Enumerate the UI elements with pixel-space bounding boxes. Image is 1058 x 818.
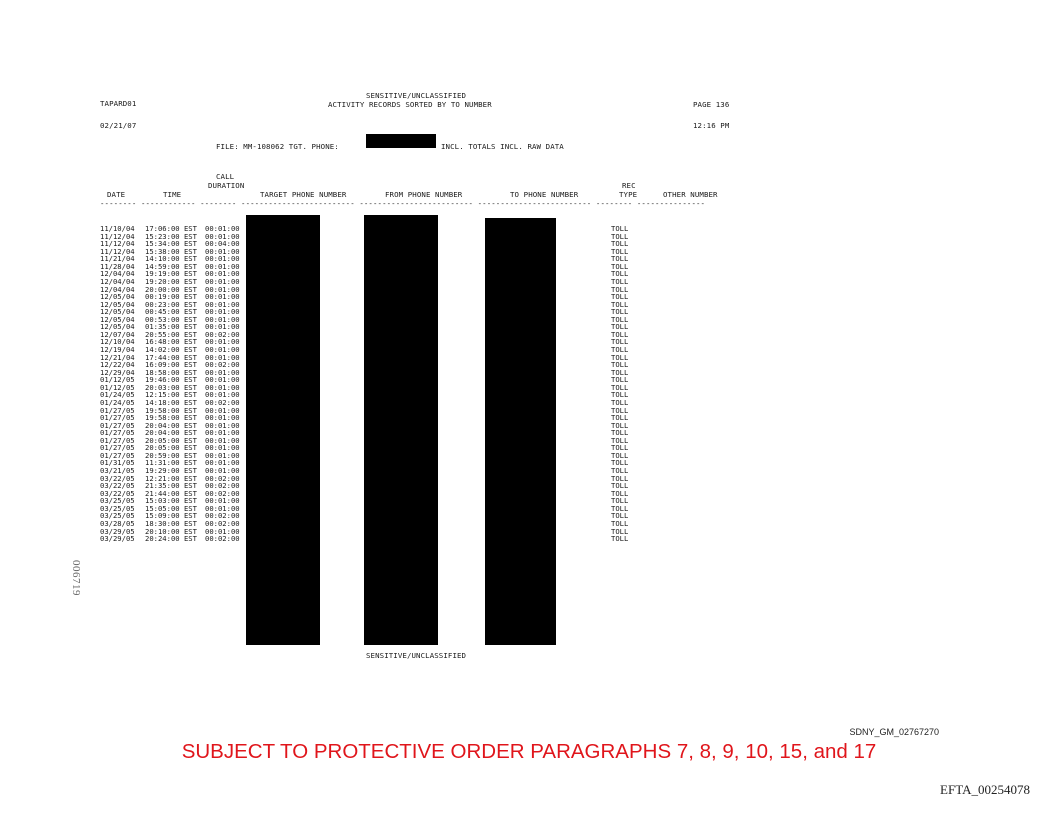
row-time: 15:03:00 EST bbox=[145, 496, 197, 506]
row-time: 19:20:00 EST bbox=[145, 276, 197, 286]
bates-number: SDNY_GM_02767270 bbox=[849, 727, 939, 737]
row-rec-type: TOLL bbox=[611, 292, 629, 302]
row-date: 03/28/05 bbox=[100, 518, 135, 528]
row-duration: 00:01:00 bbox=[205, 458, 240, 468]
row-time: 20:00:00 EST bbox=[145, 284, 197, 294]
row-duration: 00:01:00 bbox=[205, 375, 240, 385]
row-time: 01:35:00 EST bbox=[145, 322, 197, 332]
row-duration: 00:01:00 bbox=[205, 420, 240, 430]
col-type: TYPE bbox=[619, 190, 638, 199]
row-time: 14:10:00 EST bbox=[145, 254, 197, 264]
row-date: 01/27/05 bbox=[100, 428, 135, 438]
row-time: 14:02:00 EST bbox=[145, 345, 197, 354]
row-rec-type: TOLL bbox=[611, 496, 629, 506]
row-time: 20:24:00 EST bbox=[145, 534, 197, 544]
row-date: 12/05/04 bbox=[100, 314, 135, 324]
file-label: FILE: MM-108062 TGT. PHONE: bbox=[216, 142, 339, 151]
row-duration: 00:02:00 bbox=[205, 360, 240, 370]
row-date: 01/27/05 bbox=[100, 405, 135, 415]
row-date: 03/29/05 bbox=[100, 534, 135, 544]
row-rec-type: TOLL bbox=[611, 488, 629, 498]
row-time: 20:55:00 EST bbox=[145, 329, 197, 339]
col-other: OTHER NUMBER bbox=[663, 190, 718, 199]
row-duration: 00:01:00 bbox=[205, 405, 240, 415]
row-time: 14:59:00 EST bbox=[145, 261, 197, 271]
row-duration: 00:04:00 bbox=[205, 239, 240, 249]
row-duration: 00:01:00 bbox=[205, 254, 240, 264]
row-date: 01/27/05 bbox=[100, 443, 135, 453]
target-phone-redaction bbox=[366, 134, 436, 148]
footer-classification: SENSITIVE/UNCLASSIFIED bbox=[366, 651, 467, 660]
row-rec-type: TOLL bbox=[611, 360, 629, 370]
row-time: 19:46:00 EST bbox=[145, 375, 197, 385]
row-rec-type: TOLL bbox=[611, 337, 629, 347]
row-rec-type: TOLL bbox=[611, 239, 629, 249]
row-rec-type: TOLL bbox=[611, 367, 629, 377]
row-duration: 00:01:00 bbox=[205, 269, 240, 279]
row-rec-type: TOLL bbox=[611, 284, 629, 294]
row-rec-type: TOLL bbox=[611, 246, 629, 256]
row-rec-type: TOLL bbox=[611, 269, 629, 279]
row-date: 01/27/05 bbox=[100, 435, 135, 445]
row-time: 17:06:00 EST bbox=[145, 224, 197, 233]
row-rec-type: TOLL bbox=[611, 352, 629, 362]
row-time: 00:23:00 EST bbox=[145, 299, 197, 309]
row-duration: 00:01:00 bbox=[205, 314, 240, 324]
row-time: 18:30:00 EST bbox=[145, 518, 197, 528]
row-duration: 00:01:00 bbox=[205, 352, 240, 362]
row-duration: 00:01:00 bbox=[205, 231, 240, 241]
row-date: 03/22/05 bbox=[100, 473, 135, 483]
col-call: CALL bbox=[216, 172, 235, 181]
col-date: DATE bbox=[107, 190, 126, 199]
row-time: 20:05:00 EST bbox=[145, 435, 197, 445]
row-date: 12/21/04 bbox=[100, 352, 135, 362]
row-date: 01/24/05 bbox=[100, 397, 135, 407]
row-date: 12/05/04 bbox=[100, 292, 135, 302]
row-duration: 00:01:00 bbox=[205, 307, 240, 317]
row-rec-type: TOLL bbox=[611, 413, 629, 423]
row-date: 12/04/04 bbox=[100, 269, 135, 279]
row-duration: 00:01:00 bbox=[205, 322, 240, 332]
row-duration: 00:01:00 bbox=[205, 367, 240, 377]
row-duration: 00:01:00 bbox=[205, 299, 240, 309]
row-date: 01/27/05 bbox=[100, 450, 135, 460]
row-duration: 00:01:00 bbox=[205, 526, 240, 536]
col-from-phone: FROM PHONE NUMBER bbox=[385, 190, 463, 199]
row-duration: 00:01:00 bbox=[205, 246, 240, 256]
table-row bbox=[100, 535, 740, 543]
row-time: 20:04:00 EST bbox=[145, 428, 197, 438]
row-duration: 00:02:00 bbox=[205, 511, 240, 521]
row-time: 12:21:00 EST bbox=[145, 473, 197, 483]
row-rec-type: TOLL bbox=[611, 390, 629, 400]
row-rec-type: TOLL bbox=[611, 307, 629, 317]
col-target-phone: TARGET PHONE NUMBER bbox=[260, 190, 347, 199]
row-rec-type: TOLL bbox=[611, 405, 629, 415]
col-to-phone: TO PHONE NUMBER bbox=[510, 190, 579, 199]
row-rec-type: TOLL bbox=[611, 329, 629, 339]
row-rec-type: TOLL bbox=[611, 450, 629, 460]
row-rec-type: TOLL bbox=[611, 511, 629, 521]
row-time: 15:34:00 EST bbox=[145, 239, 197, 249]
col-rec: REC bbox=[622, 181, 636, 190]
row-duration: 00:01:00 bbox=[205, 428, 240, 438]
row-duration: 00:01:00 bbox=[205, 450, 240, 460]
header-rule: -------- ------------ -------- ------------------------- ------------------------- ------------------------- -------- --------------- bbox=[100, 199, 706, 208]
row-time: 15:38:00 EST bbox=[145, 246, 197, 256]
row-date: 11/12/04 bbox=[100, 239, 135, 249]
row-time: 14:18:00 EST bbox=[145, 397, 197, 407]
row-date: 12/22/04 bbox=[100, 360, 135, 370]
row-rec-type: TOLL bbox=[611, 435, 629, 445]
report-date: 02/21/07 bbox=[100, 121, 137, 130]
row-date: 01/12/05 bbox=[100, 382, 135, 392]
row-time: 00:45:00 EST bbox=[145, 307, 197, 317]
row-duration: 00:02:00 bbox=[205, 534, 240, 544]
row-date: 01/27/05 bbox=[100, 420, 135, 430]
row-duration: 00:01:00 bbox=[205, 337, 240, 347]
row-rec-type: TOLL bbox=[611, 420, 629, 430]
row-duration: 00:01:00 bbox=[205, 345, 240, 354]
row-duration: 00:02:00 bbox=[205, 397, 240, 407]
row-rec-type: TOLL bbox=[611, 443, 629, 453]
row-time: 20:05:00 EST bbox=[145, 443, 197, 453]
row-date: 03/29/05 bbox=[100, 526, 135, 536]
row-rec-type: TOLL bbox=[611, 481, 629, 491]
row-time: 20:59:00 EST bbox=[145, 450, 197, 460]
row-rec-type: TOLL bbox=[611, 314, 629, 324]
row-rec-type: TOLL bbox=[611, 261, 629, 271]
row-duration: 00:01:00 bbox=[205, 382, 240, 392]
row-date: 03/25/05 bbox=[100, 503, 135, 513]
row-date: 11/12/04 bbox=[100, 231, 135, 241]
row-date: 12/04/04 bbox=[100, 276, 135, 286]
row-time: 19:58:00 EST bbox=[145, 405, 197, 415]
row-date: 01/27/05 bbox=[100, 413, 135, 423]
row-date: 12/05/04 bbox=[100, 307, 135, 317]
records-table bbox=[100, 225, 740, 543]
row-date: 03/25/05 bbox=[100, 511, 135, 521]
row-rec-type: TOLL bbox=[611, 224, 629, 233]
row-rec-type: TOLL bbox=[611, 382, 629, 392]
row-duration: 00:02:00 bbox=[205, 488, 240, 498]
row-time: 20:03:00 EST bbox=[145, 382, 197, 392]
row-rec-type: TOLL bbox=[611, 397, 629, 407]
row-date: 12/04/04 bbox=[100, 284, 135, 294]
row-duration: 00:02:00 bbox=[205, 481, 240, 491]
row-duration: 00:02:00 bbox=[205, 518, 240, 528]
row-rec-type: TOLL bbox=[611, 299, 629, 309]
row-rec-type: TOLL bbox=[611, 503, 629, 513]
row-rec-type: TOLL bbox=[611, 231, 629, 241]
row-time: 17:44:00 EST bbox=[145, 352, 197, 362]
row-time: 12:15:00 EST bbox=[145, 390, 197, 400]
page-number: PAGE 136 bbox=[693, 100, 730, 109]
col-duration: DURATION bbox=[208, 181, 245, 190]
row-date: 03/22/05 bbox=[100, 481, 135, 491]
row-rec-type: TOLL bbox=[611, 276, 629, 286]
report-options: INCL. TOTALS INCL. RAW DATA bbox=[441, 142, 564, 151]
row-time: 16:48:00 EST bbox=[145, 337, 197, 347]
row-duration: 00:01:00 bbox=[205, 443, 240, 453]
row-date: 01/24/05 bbox=[100, 390, 135, 400]
row-rec-type: TOLL bbox=[611, 428, 629, 438]
protective-order-notice: SUBJECT TO PROTECTIVE ORDER PARAGRAPHS 7, 8, 9, 10, 15, and 17 bbox=[181, 740, 877, 763]
row-rec-type: TOLL bbox=[611, 322, 629, 332]
row-rec-type: TOLL bbox=[611, 518, 629, 528]
row-date: 11/10/04 bbox=[100, 224, 135, 233]
row-time: 21:44:00 EST bbox=[145, 488, 197, 498]
row-duration: 00:01:00 bbox=[205, 284, 240, 294]
row-duration: 00:02:00 bbox=[205, 473, 240, 483]
row-time: 20:10:00 EST bbox=[145, 526, 197, 536]
row-rec-type: TOLL bbox=[611, 254, 629, 264]
row-rec-type: TOLL bbox=[611, 526, 629, 536]
row-time: 15:23:00 EST bbox=[145, 231, 197, 241]
row-duration: 00:01:00 bbox=[205, 261, 240, 271]
row-duration: 00:01:00 bbox=[205, 224, 240, 233]
row-rec-type: TOLL bbox=[611, 473, 629, 483]
row-rec-type: TOLL bbox=[611, 375, 629, 385]
row-date: 03/21/05 bbox=[100, 466, 135, 475]
row-duration: 00:01:00 bbox=[205, 466, 240, 475]
side-stamp: 006719 bbox=[70, 560, 82, 596]
row-time: 00:53:00 EST bbox=[145, 314, 197, 324]
row-time: 16:09:00 EST bbox=[145, 360, 197, 370]
row-time: 11:31:00 EST bbox=[145, 458, 197, 468]
row-date: 01/12/05 bbox=[100, 375, 135, 385]
row-date: 11/21/04 bbox=[100, 254, 135, 264]
header-classification: SENSITIVE/UNCLASSIFIED bbox=[366, 91, 467, 100]
row-time: 15:09:00 EST bbox=[145, 511, 197, 521]
row-date: 03/25/05 bbox=[100, 496, 135, 506]
row-date: 01/31/05 bbox=[100, 458, 135, 468]
row-time: 15:05:00 EST bbox=[145, 503, 197, 513]
row-time: 21:35:00 EST bbox=[145, 481, 197, 491]
row-duration: 00:01:00 bbox=[205, 292, 240, 302]
row-time: 19:19:00 EST bbox=[145, 269, 197, 279]
row-date: 12/29/04 bbox=[100, 367, 135, 377]
row-duration: 00:01:00 bbox=[205, 390, 240, 400]
row-rec-type: TOLL bbox=[611, 466, 629, 475]
col-time: TIME bbox=[163, 190, 182, 199]
report-title: ACTIVITY RECORDS SORTED BY TO NUMBER bbox=[328, 100, 492, 109]
row-duration: 00:01:00 bbox=[205, 496, 240, 506]
row-duration: 00:01:00 bbox=[205, 413, 240, 423]
row-time: 00:19:00 EST bbox=[145, 292, 197, 302]
report-time: 12:16 PM bbox=[693, 121, 730, 130]
row-time: 20:04:00 EST bbox=[145, 420, 197, 430]
row-rec-type: TOLL bbox=[611, 345, 629, 354]
efta-number: EFTA_00254078 bbox=[940, 782, 1030, 797]
row-rec-type: TOLL bbox=[611, 458, 629, 468]
row-date: 12/05/04 bbox=[100, 322, 135, 332]
row-duration: 00:01:00 bbox=[205, 435, 240, 445]
row-date: 12/05/04 bbox=[100, 299, 135, 309]
row-time: 19:58:00 EST bbox=[145, 413, 197, 423]
report-id: TAPARD01 bbox=[100, 99, 137, 108]
row-rec-type: TOLL bbox=[611, 534, 629, 544]
row-time: 18:58:00 EST bbox=[145, 367, 197, 377]
row-date: 12/19/04 bbox=[100, 345, 135, 354]
row-duration: 00:02:00 bbox=[205, 329, 240, 339]
row-date: 11/12/04 bbox=[100, 246, 135, 256]
row-date: 12/10/04 bbox=[100, 337, 135, 347]
row-time: 19:29:00 EST bbox=[145, 466, 197, 475]
row-duration: 00:01:00 bbox=[205, 503, 240, 513]
row-date: 03/22/05 bbox=[100, 488, 135, 498]
row-date: 11/28/04 bbox=[100, 261, 135, 271]
row-date: 12/07/04 bbox=[100, 329, 135, 339]
row-duration: 00:01:00 bbox=[205, 276, 240, 286]
